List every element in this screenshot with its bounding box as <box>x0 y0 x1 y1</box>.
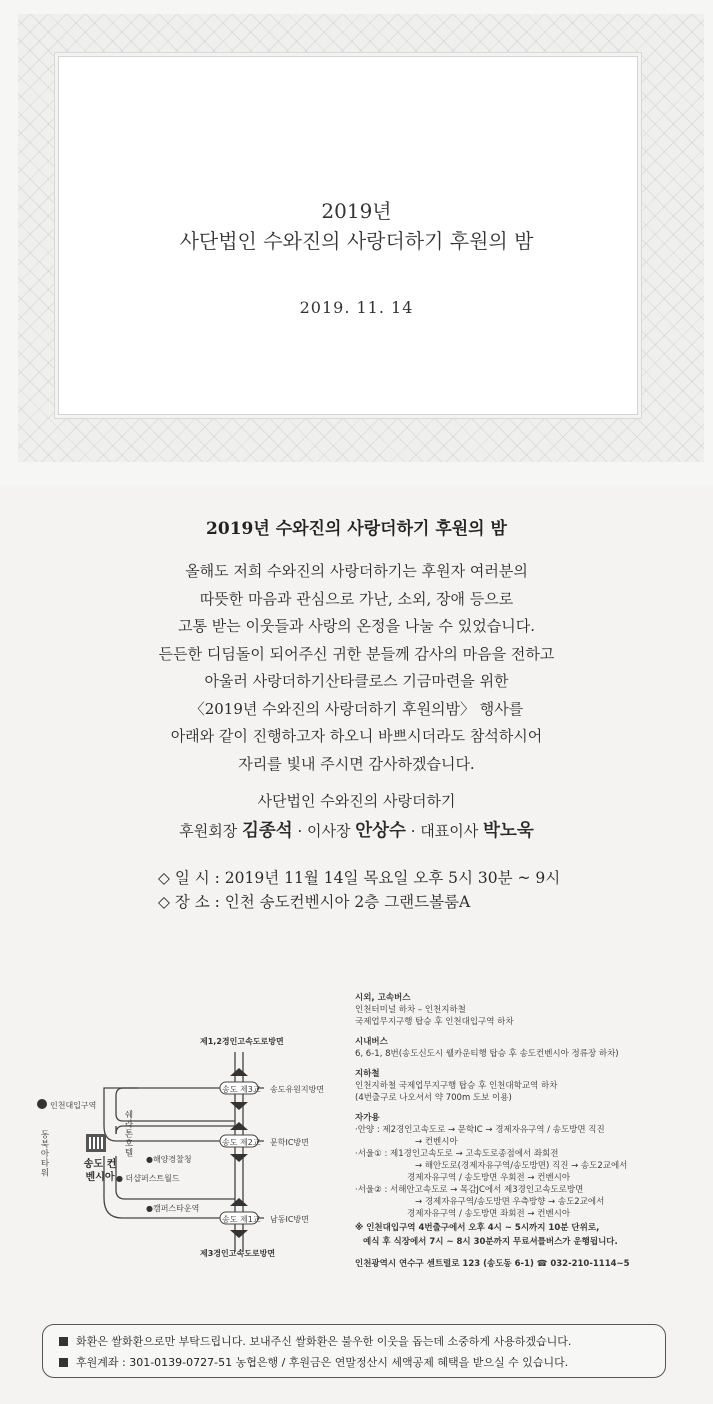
first-world-label: ● 더샵퍼스트월드 <box>116 1174 180 1183</box>
subway-heading: 지하철 <box>355 1069 380 1079</box>
notice-line <box>59 1331 665 1352</box>
body-line: 〈2019년 수와진의 사랑더하기 후원의밤〉 행사를 <box>189 699 524 718</box>
namdong-ic-direction-label: 남동IC방면 <box>270 1215 309 1224</box>
campus-town-label: ●캠퍼스타운역 <box>146 1204 200 1213</box>
yuwonji-direction-label: 송도유원지방면 <box>270 1085 325 1094</box>
notice-line <box>59 1352 665 1373</box>
hotel-label: 쉐라톤호텔 <box>123 1110 133 1158</box>
bullet-square-icon <box>59 1358 68 1367</box>
direction-line: 6, 6-1, 8번(송도신도시 웰카운티행 탑승 후 송도컨벤시아 정류장 하차) <box>355 1049 619 1059</box>
cover-section <box>0 0 713 485</box>
notice-text: 후원계좌 : 301-0139-0727-51 농협은행 / 후원금은 연말정산시 세액공제 혜택을 받으실 수 있습니다. <box>76 1356 569 1369</box>
location-map <box>30 1030 340 1270</box>
bridge-2-label: 송도 제2교 <box>222 1138 261 1147</box>
body-line: 든든한 디딤돌이 되어주신 귀한 분들께 감사의 마음을 전하고 <box>158 644 555 663</box>
invitation-title: 2019년 수와진의 사랑더하기 후원의 밤 <box>206 519 507 539</box>
directions <box>355 992 705 1270</box>
organization-name: 사단법인 수와진의 사랑더하기 <box>257 792 456 810</box>
direction-line: → 컨벤시아 <box>415 1137 458 1147</box>
officer-name: 안상수 <box>355 821 406 841</box>
tower-label: 동북아타워 <box>39 1130 49 1178</box>
officer-title: · 대표이사 <box>405 822 484 840</box>
car-heading: 자가용 <box>355 1113 380 1123</box>
notice-box <box>42 1324 666 1378</box>
direction-line: → 경제자유구역/송도방면 우측방향 → 송도2교에서 <box>415 1197 605 1207</box>
direction-line: → 해안도로(경제자유구역/송도방면) 직진 → 송도2교에서 <box>415 1161 628 1171</box>
notice-text: 화환은 쌀화환으로만 부탁드립니다. 보내주신 쌀화환은 불우한 이웃을 돕는데 소중하게 사용하겠습니다. <box>76 1335 572 1348</box>
shuttle-note: ※ 인천대입구역 4번출구에서 오후 4시 ~ 5시까지 10분 단위로, <box>355 1223 600 1233</box>
direction-line: ·서울① : 제1경인고속도로 → 고속도로종점에서 좌회전 <box>355 1149 559 1159</box>
bridge-1-label: 송도 제1교 <box>222 1215 261 1224</box>
direction-line: ·서울② : 서해안고속도로 → 목감JC에서 제3경인고속도로방면 <box>355 1185 584 1195</box>
cover-title: 사단법인 수와진의 사랑더하기 후원의 밤 <box>179 229 534 253</box>
direction-line: (4번출구로 나오셔서 약 700m 도보 이용) <box>355 1093 512 1103</box>
invitation-body <box>0 558 713 778</box>
top-road-label: 제1,2경인고속도로방면 <box>200 1037 284 1046</box>
bullet-square-icon <box>59 1337 68 1346</box>
officer-title: 후원회장 <box>179 822 242 840</box>
event-details <box>158 866 560 914</box>
cover-date: 2019. 11. 14 <box>299 298 414 317</box>
munhak-ic-direction-label: 문학IC방면 <box>270 1138 309 1147</box>
intercity-heading: 시외, 고속버스 <box>355 993 411 1003</box>
direction-line: 경제자유구역 / 송도방면 좌회전 → 컨벤시아 <box>407 1209 571 1219</box>
officers-line <box>0 817 713 842</box>
direction-line: 국제업무지구행 탑승 후 인천대입구역 하차 <box>355 1017 514 1027</box>
map-roads <box>30 1030 340 1270</box>
officer-name: 박노욱 <box>483 821 534 841</box>
body-line: 올해도 저희 수와진의 사랑더하기는 후원자 여러분의 <box>185 562 528 580</box>
direction-line: 경제자유구역 / 송도방면 우회전 → 컨벤시아 <box>407 1173 571 1183</box>
coast-guard-label: ●해양경찰청 <box>146 1155 192 1164</box>
univ-station-label: 인천대입구역 <box>50 1101 97 1110</box>
direction-line: ·안양 : 제2경인고속도로 → 문학IC → 경제자유구역 / 송도방면 직진 <box>355 1125 605 1135</box>
body-line: 따뜻한 마음과 관심으로 가난, 소외, 장애 등으로 <box>199 589 514 608</box>
citybus-heading: 시내버스 <box>355 1037 388 1047</box>
event-location: ◇ 장 소 : 인천 송도컨벤시아 2층 그랜드볼룸A <box>158 893 471 911</box>
officer-name: 김종석 <box>241 821 293 841</box>
direction-line: 인천지하철 국제업무지구행 탑승 후 인천대학교역 하차 <box>355 1081 558 1091</box>
event-datetime: ◇ 일 시 : 2019년 11월 14일 목요일 오후 5시 30분 ~ 9시 <box>158 869 561 887</box>
venue-address: 인천광역시 연수구 센트럴로 123 (송도동 6-1) ☎ 032-210-1114~5 <box>355 1259 630 1269</box>
bottom-road-label: 제3경인고속도로방면 <box>200 1249 276 1258</box>
body-line: 고통 받는 이웃들과 사랑의 온정을 나눌 수 있었습니다. <box>178 617 535 635</box>
direction-line: 인천터미널 하차 – 인천지하철 <box>355 1005 466 1015</box>
body-line: 아울러 사랑더하기산타클로스 기금마련을 위한 <box>204 672 509 690</box>
officer-title: · 이사장 <box>292 822 356 840</box>
cover-year: 2019년 <box>321 199 392 223</box>
body-line: 아래와 같이 진행하고자 하오니 바쁘시더라도 참석하시어 <box>170 727 543 745</box>
shuttle-note: 예식 후 식장에서 7시 ~ 8시 30분까지 무료셔틀버스가 운행됩니다. <box>363 1237 618 1247</box>
bridge-3-label: 송도 제3교 <box>222 1085 261 1094</box>
venue-label: 송도 컨벤시아 <box>83 1159 117 1183</box>
body-line: 자리를 빛내 주시면 감사하겠습니다. <box>238 754 475 773</box>
